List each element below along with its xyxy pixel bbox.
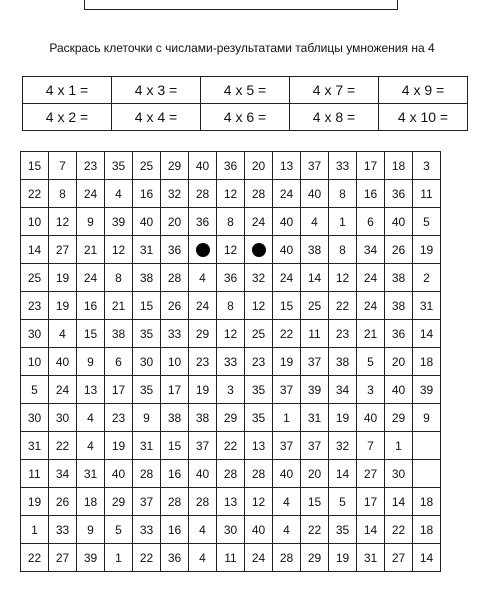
grid-cell[interactable]: 15 xyxy=(161,432,189,460)
grid-cell[interactable]: 28 xyxy=(189,180,217,208)
grid-cell[interactable]: 38 xyxy=(301,236,329,264)
grid-cell[interactable]: 37 xyxy=(273,432,301,460)
grid-cell[interactable]: 4 xyxy=(77,432,105,460)
grid-row xyxy=(21,208,441,236)
number-grid xyxy=(20,151,441,572)
grid-cell[interactable]: 37 xyxy=(273,376,301,404)
grid-cell[interactable]: 3 xyxy=(217,376,245,404)
grid-cell[interactable]: 18 xyxy=(385,152,413,180)
grid-cell[interactable]: 15 xyxy=(21,152,49,180)
grid-cell[interactable]: 16 xyxy=(357,180,385,208)
grid-row xyxy=(21,292,441,320)
grid-cell[interactable]: 16 xyxy=(161,516,189,544)
grid-cell[interactable]: 33 xyxy=(329,152,357,180)
grid-cell[interactable]: 4 xyxy=(49,320,77,348)
grid-cell[interactable]: 36 xyxy=(385,180,413,208)
grid-cell[interactable]: 38 xyxy=(105,320,133,348)
grid-cell[interactable]: 22 xyxy=(21,544,49,572)
grid-cell[interactable]: 19 xyxy=(329,404,357,432)
grid-cell[interactable]: 36 xyxy=(161,236,189,264)
grid-cell[interactable]: 34 xyxy=(329,376,357,404)
grid-cell[interactable]: 9 xyxy=(133,404,161,432)
equation-cell: 4 x 2 = xyxy=(23,104,112,131)
grid-cell[interactable]: 39 xyxy=(301,376,329,404)
grid-cell[interactable]: 16 xyxy=(77,292,105,320)
grid-cell[interactable]: 34 xyxy=(357,236,385,264)
grid-cell[interactable]: 14 xyxy=(413,544,441,572)
grid-cell[interactable]: 38 xyxy=(189,404,217,432)
grid-cell[interactable]: 37 xyxy=(133,488,161,516)
grid-cell[interactable]: 19 xyxy=(49,292,77,320)
grid-row xyxy=(21,544,441,572)
grid-cell[interactable]: 22 xyxy=(21,180,49,208)
grid-cell[interactable]: 12 xyxy=(245,292,273,320)
grid-cell[interactable]: 33 xyxy=(133,516,161,544)
grid-cell[interactable]: 28 xyxy=(161,488,189,516)
equation-cell: 4 x 3 = xyxy=(112,77,201,104)
grid-cell[interactable]: 10 xyxy=(21,208,49,236)
grid-cell[interactable]: 14 xyxy=(413,320,441,348)
grid-cell[interactable]: 17 xyxy=(357,488,385,516)
grid-cell[interactable]: 24 xyxy=(77,180,105,208)
grid-cell[interactable]: 15 xyxy=(301,488,329,516)
grid-cell[interactable]: 14 xyxy=(21,236,49,264)
grid-cell[interactable]: 13 xyxy=(217,488,245,516)
grid-cell[interactable]: 6 xyxy=(105,348,133,376)
grid-cell[interactable]: 15 xyxy=(77,320,105,348)
grid-cell[interactable]: 25 xyxy=(21,264,49,292)
grid-cell[interactable]: 19 xyxy=(189,376,217,404)
grid-cell[interactable]: 23 xyxy=(77,152,105,180)
grid-cell[interactable]: 40 xyxy=(105,460,133,488)
grid-cell[interactable]: 28 xyxy=(217,460,245,488)
grid-cell[interactable]: 34 xyxy=(49,460,77,488)
grid-cell[interactable]: 32 xyxy=(161,180,189,208)
grid-cell[interactable]: 40 xyxy=(133,208,161,236)
grid-cell[interactable]: 25 xyxy=(301,292,329,320)
grid-cell[interactable]: 19 xyxy=(273,348,301,376)
grid-cell[interactable]: 24 xyxy=(245,544,273,572)
grid-cell-dot[interactable] xyxy=(245,236,273,264)
grid-cell[interactable] xyxy=(413,432,441,460)
grid-cell[interactable]: 6 xyxy=(357,208,385,236)
equation-cell: 4 x 7 = xyxy=(290,77,379,104)
grid-cell[interactable]: 28 xyxy=(133,460,161,488)
grid-cell[interactable]: 8 xyxy=(217,208,245,236)
grid-cell[interactable]: 27 xyxy=(49,236,77,264)
grid-cell[interactable]: 31 xyxy=(133,236,161,264)
grid-cell[interactable]: 1 xyxy=(385,432,413,460)
grid-cell[interactable]: 40 xyxy=(189,460,217,488)
grid-cell[interactable]: 12 xyxy=(217,236,245,264)
grid-cell[interactable]: 27 xyxy=(357,460,385,488)
grid-cell[interactable]: 24 xyxy=(245,208,273,236)
grid-cell[interactable]: 13 xyxy=(245,432,273,460)
grid-cell[interactable]: 36 xyxy=(189,208,217,236)
grid-cell[interactable]: 20 xyxy=(161,208,189,236)
grid-cell[interactable]: 39 xyxy=(413,376,441,404)
grid-cell[interactable]: 33 xyxy=(217,348,245,376)
grid-cell[interactable]: 22 xyxy=(217,432,245,460)
grid-cell[interactable]: 23 xyxy=(245,348,273,376)
grid-cell[interactable]: 10 xyxy=(161,348,189,376)
top-frame xyxy=(84,0,398,10)
grid-cell[interactable]: 1 xyxy=(21,516,49,544)
grid-cell[interactable]: 28 xyxy=(189,488,217,516)
grid-cell[interactable]: 32 xyxy=(329,432,357,460)
grid-cell[interactable]: 11 xyxy=(413,180,441,208)
grid-cell[interactable]: 18 xyxy=(413,348,441,376)
grid-cell[interactable]: 25 xyxy=(133,152,161,180)
grid-cell[interactable]: 22 xyxy=(385,516,413,544)
equation-cell: 4 x 4 = xyxy=(112,104,201,131)
grid-cell[interactable]: 40 xyxy=(385,208,413,236)
grid-cell[interactable]: 4 xyxy=(273,488,301,516)
grid-cell[interactable]: 13 xyxy=(77,376,105,404)
grid-cell[interactable]: 24 xyxy=(273,264,301,292)
grid-cell[interactable]: 5 xyxy=(21,376,49,404)
grid-cell[interactable]: 30 xyxy=(49,404,77,432)
grid-cell[interactable]: 36 xyxy=(385,320,413,348)
grid-cell[interactable]: 16 xyxy=(133,180,161,208)
grid-cell[interactable]: 19 xyxy=(49,264,77,292)
grid-cell[interactable]: 23 xyxy=(189,348,217,376)
grid-cell[interactable]: 36 xyxy=(217,152,245,180)
grid-cell[interactable]: 18 xyxy=(77,488,105,516)
page-title: Раскрась клеточки с числами-результатами таблицы умножения на 4 xyxy=(49,41,435,55)
grid-cell[interactable]: 35 xyxy=(105,152,133,180)
grid-row xyxy=(21,152,441,180)
grid-cell[interactable]: 12 xyxy=(329,264,357,292)
grid-cell[interactable]: 31 xyxy=(413,292,441,320)
grid-cell[interactable]: 17 xyxy=(105,376,133,404)
grid-cell[interactable]: 35 xyxy=(133,376,161,404)
grid-cell[interactable]: 8 xyxy=(329,236,357,264)
grid-cell[interactable]: 20 xyxy=(301,460,329,488)
grid-cell[interactable]: 37 xyxy=(301,432,329,460)
grid-cell[interactable]: 30 xyxy=(217,516,245,544)
equation-table xyxy=(22,76,468,131)
grid-cell[interactable]: 20 xyxy=(385,348,413,376)
grid-cell[interactable]: 29 xyxy=(385,404,413,432)
grid-cell[interactable]: 22 xyxy=(301,516,329,544)
grid-cell[interactable]: 40 xyxy=(273,460,301,488)
grid-cell[interactable]: 24 xyxy=(357,264,385,292)
dot-icon xyxy=(252,243,266,257)
grid-cell[interactable]: 4 xyxy=(189,516,217,544)
grid-cell[interactable]: 12 xyxy=(49,208,77,236)
grid-cell[interactable]: 33 xyxy=(161,320,189,348)
grid-cell[interactable]: 36 xyxy=(161,544,189,572)
grid-cell[interactable]: 26 xyxy=(161,292,189,320)
grid-cell[interactable]: 40 xyxy=(301,180,329,208)
grid-cell[interactable]: 12 xyxy=(105,236,133,264)
equation-row xyxy=(23,104,468,131)
grid-cell[interactable]: 33 xyxy=(49,516,77,544)
grid-cell[interactable]: 12 xyxy=(217,320,245,348)
grid-cell[interactable]: 4 xyxy=(77,404,105,432)
equation-row xyxy=(23,77,468,104)
grid-cell[interactable]: 16 xyxy=(161,460,189,488)
grid-cell[interactable]: 26 xyxy=(385,236,413,264)
grid-cell[interactable]: 22 xyxy=(133,544,161,572)
grid-cell[interactable]: 38 xyxy=(385,264,413,292)
grid-cell[interactable]: 30 xyxy=(21,404,49,432)
equation-cell: 4 x 5 = xyxy=(201,77,290,104)
grid-cell[interactable]: 31 xyxy=(21,432,49,460)
grid-cell[interactable]: 28 xyxy=(161,264,189,292)
grid-row xyxy=(21,432,441,460)
grid-cell[interactable]: 14 xyxy=(301,264,329,292)
equation-cell: 4 x 9 = xyxy=(379,77,468,104)
grid-cell[interactable]: 38 xyxy=(385,292,413,320)
grid-cell[interactable]: 24 xyxy=(273,180,301,208)
grid-cell[interactable]: 38 xyxy=(329,348,357,376)
grid-cell[interactable]: 26 xyxy=(49,488,77,516)
grid-row xyxy=(21,488,441,516)
grid-cell[interactable]: 21 xyxy=(105,292,133,320)
grid-cell[interactable]: 24 xyxy=(49,376,77,404)
grid-cell[interactable]: 40 xyxy=(189,152,217,180)
grid-cell[interactable]: 11 xyxy=(217,544,245,572)
grid-cell[interactable]: 25 xyxy=(245,320,273,348)
equation-cell: 4 x 1 = xyxy=(23,77,112,104)
grid-cell[interactable]: 31 xyxy=(133,432,161,460)
grid-cell[interactable]: 19 xyxy=(413,236,441,264)
grid-cell[interactable]: 23 xyxy=(105,404,133,432)
grid-cell[interactable] xyxy=(413,460,441,488)
grid-cell[interactable]: 17 xyxy=(161,376,189,404)
grid-cell[interactable]: 5 xyxy=(329,488,357,516)
grid-cell[interactable]: 30 xyxy=(133,348,161,376)
grid-cell[interactable]: 29 xyxy=(189,320,217,348)
grid-cell[interactable]: 9 xyxy=(77,348,105,376)
grid-cell[interactable]: 9 xyxy=(413,404,441,432)
grid-cell[interactable]: 8 xyxy=(329,180,357,208)
grid-cell[interactable]: 35 xyxy=(245,404,273,432)
grid-cell[interactable]: 8 xyxy=(105,264,133,292)
grid-row xyxy=(21,376,441,404)
grid-cell[interactable]: 1 xyxy=(105,544,133,572)
grid-cell[interactable]: 4 xyxy=(301,208,329,236)
grid-cell[interactable]: 19 xyxy=(329,544,357,572)
grid-cell[interactable]: 18 xyxy=(413,488,441,516)
grid-cell[interactable]: 15 xyxy=(133,292,161,320)
grid-cell[interactable]: 21 xyxy=(357,320,385,348)
grid-cell[interactable]: 22 xyxy=(273,320,301,348)
grid-cell[interactable]: 30 xyxy=(21,320,49,348)
grid-cell[interactable]: 28 xyxy=(245,460,273,488)
grid-cell[interactable]: 32 xyxy=(245,264,273,292)
grid-cell[interactable]: 29 xyxy=(161,152,189,180)
grid-cell[interactable]: 4 xyxy=(189,264,217,292)
grid-cell[interactable]: 12 xyxy=(217,180,245,208)
grid-cell[interactable]: 22 xyxy=(49,432,77,460)
grid-cell[interactable]: 23 xyxy=(21,292,49,320)
grid-row xyxy=(21,404,441,432)
grid-row xyxy=(21,180,441,208)
grid-cell[interactable]: 14 xyxy=(329,460,357,488)
grid-cell[interactable]: 28 xyxy=(245,180,273,208)
grid-cell[interactable]: 14 xyxy=(357,516,385,544)
grid-cell[interactable]: 37 xyxy=(301,152,329,180)
grid-cell[interactable]: 11 xyxy=(21,460,49,488)
grid-row xyxy=(21,236,441,264)
grid-cell[interactable]: 37 xyxy=(189,432,217,460)
grid-cell[interactable]: 8 xyxy=(217,292,245,320)
grid-cell[interactable]: 31 xyxy=(301,404,329,432)
grid-cell[interactable]: 40 xyxy=(357,404,385,432)
dot-icon xyxy=(196,243,210,257)
grid-cell[interactable]: 18 xyxy=(413,516,441,544)
grid-cell[interactable]: 4 xyxy=(105,180,133,208)
grid-cell[interactable]: 23 xyxy=(329,320,357,348)
grid-cell[interactable]: 24 xyxy=(357,292,385,320)
grid-cell[interactable]: 40 xyxy=(385,376,413,404)
grid-cell[interactable]: 4 xyxy=(189,544,217,572)
grid-row xyxy=(21,320,441,348)
grid-cell[interactable]: 4 xyxy=(273,516,301,544)
grid-row xyxy=(21,516,441,544)
grid-cell[interactable]: 19 xyxy=(21,488,49,516)
grid-cell[interactable]: 27 xyxy=(385,544,413,572)
grid-cell[interactable]: 30 xyxy=(385,460,413,488)
grid-cell[interactable]: 14 xyxy=(385,488,413,516)
grid-cell[interactable]: 39 xyxy=(105,208,133,236)
grid-cell[interactable]: 31 xyxy=(77,460,105,488)
grid-cell[interactable]: 15 xyxy=(273,292,301,320)
grid-cell[interactable]: 39 xyxy=(77,544,105,572)
grid-cell[interactable]: 20 xyxy=(245,152,273,180)
grid-cell[interactable]: 29 xyxy=(217,404,245,432)
grid-cell[interactable]: 29 xyxy=(301,544,329,572)
grid-cell[interactable]: 28 xyxy=(273,544,301,572)
grid-cell[interactable]: 9 xyxy=(77,516,105,544)
grid-cell[interactable]: 5 xyxy=(357,348,385,376)
grid-cell[interactable]: 3 xyxy=(413,152,441,180)
grid-row xyxy=(21,348,441,376)
grid-cell[interactable]: 40 xyxy=(273,236,301,264)
grid-cell[interactable]: 5 xyxy=(105,516,133,544)
grid-cell[interactable]: 7 xyxy=(357,432,385,460)
equation-cell: 4 x 8 = xyxy=(290,104,379,131)
grid-cell[interactable]: 12 xyxy=(245,488,273,516)
grid-cell[interactable]: 27 xyxy=(49,544,77,572)
grid-cell[interactable]: 22 xyxy=(329,292,357,320)
grid-cell[interactable]: 5 xyxy=(413,208,441,236)
grid-row xyxy=(21,264,441,292)
grid-cell[interactable]: 35 xyxy=(329,516,357,544)
grid-row xyxy=(21,460,441,488)
grid-cell[interactable]: 11 xyxy=(301,320,329,348)
grid-cell[interactable]: 24 xyxy=(189,292,217,320)
grid-cell[interactable]: 3 xyxy=(357,376,385,404)
grid-cell[interactable]: 10 xyxy=(21,348,49,376)
grid-cell[interactable]: 24 xyxy=(77,264,105,292)
equation-cell: 4 x 6 = xyxy=(201,104,290,131)
grid-cell[interactable]: 35 xyxy=(245,376,273,404)
grid-cell-dot[interactable] xyxy=(189,236,217,264)
grid-cell[interactable]: 37 xyxy=(301,348,329,376)
grid-cell[interactable]: 7 xyxy=(49,152,77,180)
grid-cell[interactable]: 31 xyxy=(357,544,385,572)
grid-cell[interactable]: 36 xyxy=(217,264,245,292)
grid-cell[interactable]: 29 xyxy=(105,488,133,516)
grid-cell[interactable]: 35 xyxy=(133,320,161,348)
grid-cell[interactable]: 9 xyxy=(77,208,105,236)
grid-cell[interactable]: 17 xyxy=(357,152,385,180)
grid-cell[interactable]: 2 xyxy=(413,264,441,292)
grid-cell[interactable]: 40 xyxy=(49,348,77,376)
grid-cell[interactable]: 38 xyxy=(161,404,189,432)
grid-cell[interactable]: 21 xyxy=(77,236,105,264)
grid-cell[interactable]: 38 xyxy=(133,264,161,292)
grid-cell[interactable]: 40 xyxy=(273,208,301,236)
grid-cell[interactable]: 19 xyxy=(105,432,133,460)
grid-cell[interactable]: 1 xyxy=(273,404,301,432)
equation-cell: 4 x 10 = xyxy=(379,104,468,131)
grid-cell[interactable]: 40 xyxy=(245,516,273,544)
grid-cell[interactable]: 1 xyxy=(329,208,357,236)
grid-cell[interactable]: 8 xyxy=(49,180,77,208)
grid-cell[interactable]: 13 xyxy=(273,152,301,180)
